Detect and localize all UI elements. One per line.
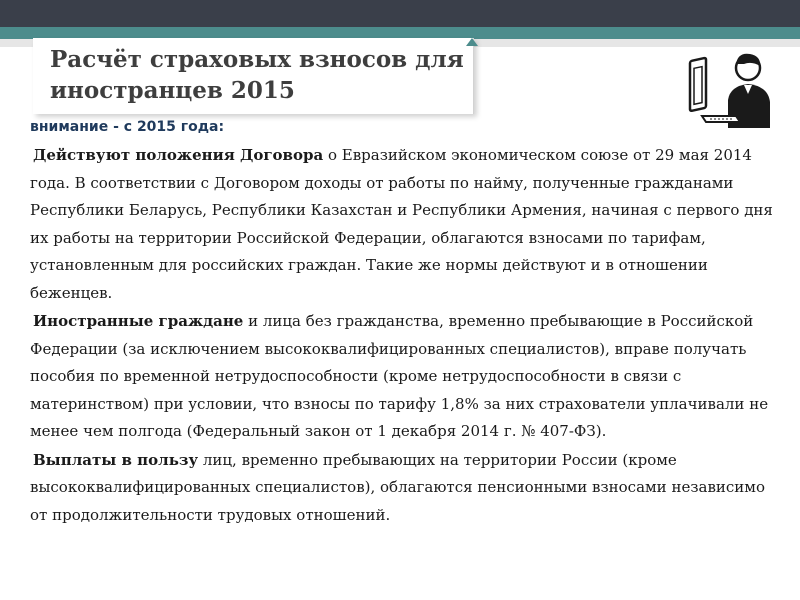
bullet-lead: Выплаты в пользу xyxy=(33,450,199,469)
bullet-lead: Действуют положения Договора xyxy=(33,146,324,164)
bullet-lead: Иностранные граждане xyxy=(33,312,244,330)
bullet-item-treaty xyxy=(30,141,780,307)
slide-title: Расчёт страховых взносов для иностранцев 2015 xyxy=(50,46,464,104)
top-bar xyxy=(0,0,800,27)
attention-note: внимание - с 2015 года: xyxy=(30,119,225,135)
bullet-item-foreign-citizens xyxy=(30,307,780,446)
bullet-item-payments xyxy=(30,446,780,530)
bullet-text: и лица без гражданства, временно пребывающие в Российской Федерации (за исключением высококвалифицированных специалистов), вправе получать пособия по временной нетрудоспособности (кроме нетрудоспособности в связи с материнством) при условии, что взносы по тарифу 1,8% за них страхователи уплачивали не менее чем полгода (Федеральный закон от 1 декабря 2014 г. № 407-ФЗ). xyxy=(30,312,769,440)
bullet-text: лиц, временно пребывающих на территории России (кроме высококвалифицированных специалистов), облагаются пенсионными взносами независимо от продолжительности трудовых отношений. xyxy=(30,450,765,524)
slide-content xyxy=(30,114,780,529)
bullet-text: о Евразийском экономическом союзе от 29 мая 2014 года. В соответствии с Договором доходы от работы по найму, полученные гражданами Республики Беларусь, Республики Казахстан и Республики Армения, начиная с первого дня их работы на территории Российской Федерации, облагаются взносами по тарифам, установленным для российских граждан. Такие же нормы действуют и в отношении беженцев. xyxy=(30,146,773,302)
